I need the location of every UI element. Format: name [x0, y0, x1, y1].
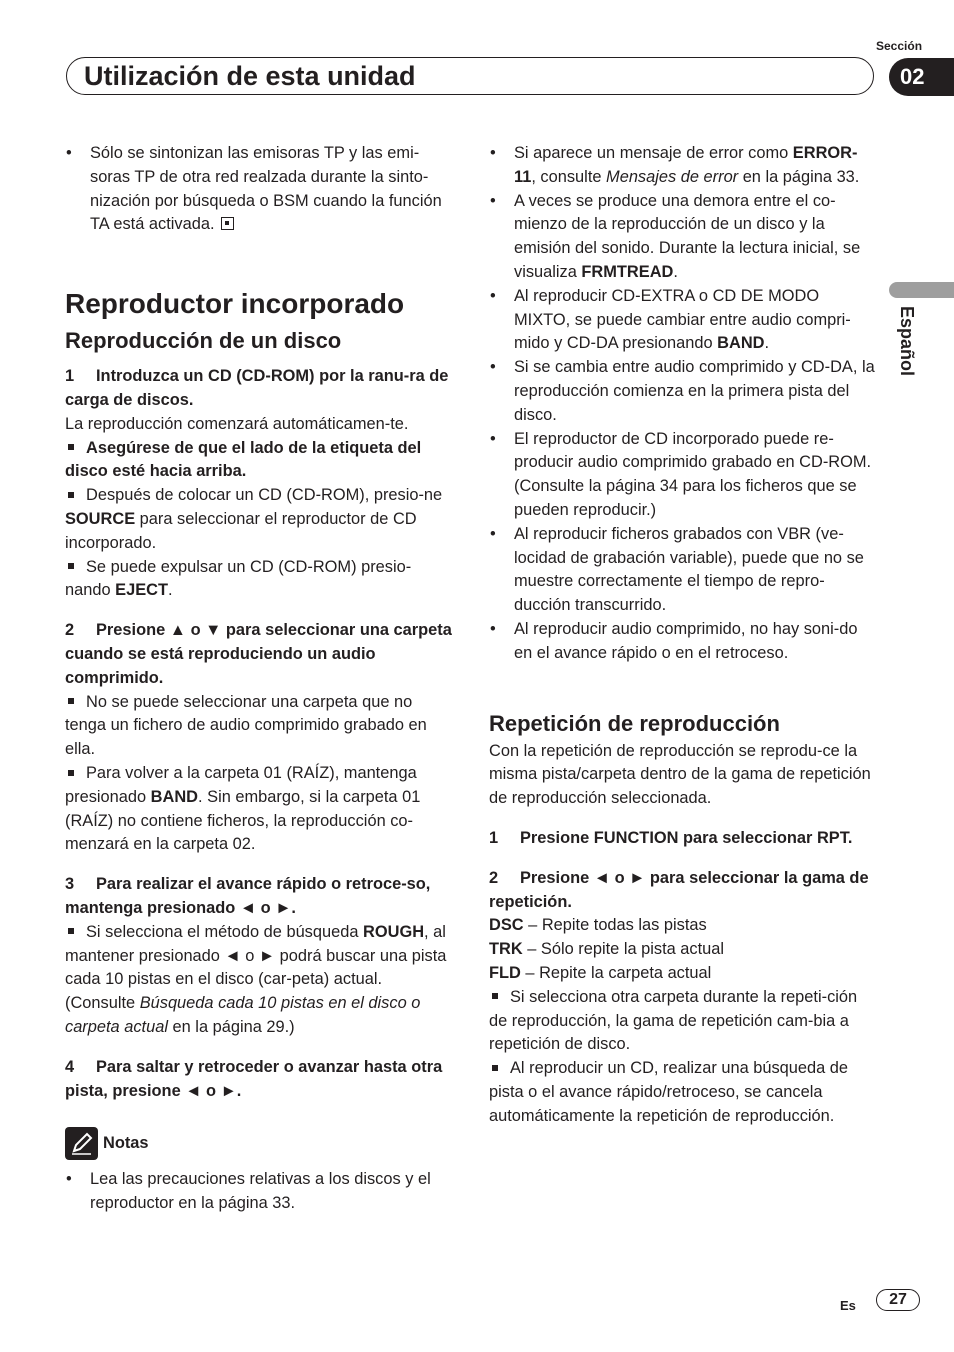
- list-item: • Al reproducir audio comprimido, no hay soni-do en el avance rápido o en el retroceso.: [489, 618, 879, 666]
- subsection-heading: Repetición de reproducción: [489, 710, 780, 736]
- list-item: • Si se cambia entre audio comprimido y CD-DA, la reproducción comienza en la primera pista del disco.: [489, 356, 879, 427]
- step-1-body: La reproducción comenzará automáticamen-te.: [65, 414, 409, 433]
- repeat-mode: FLD – Repite la carpeta actual: [489, 963, 712, 982]
- step-2-note: No se puede seleccionar una carpeta que no tenga un fichero de audio comprimido grabado en ella.: [65, 691, 455, 762]
- repeat-intro: Con la repetición de reproducción se reprodu-ce la misma pista/carpeta dentro de la gama de repetición de reproducción seleccionada.: [489, 741, 871, 808]
- list-item: • Si aparece un mensaje de error como ERROR-11, consulte Mensajes de error en la página 33.: [489, 142, 879, 190]
- repeat-mode: TRK – Sólo repite la pista actual: [489, 940, 725, 959]
- step-2-note: Para volver a la carpeta 01 (RAÍZ), mantenga presionado BAND. Sin embargo, si la carpeta 01 (RAÍZ) no contiene ficheros, la reproducción co-menzará en la carpeta 02.: [65, 762, 455, 857]
- pencil-icon: [65, 1127, 98, 1160]
- list-item: • Lea las precauciones relativas a los discos y el reproductor en la página 33.: [65, 1168, 455, 1216]
- end-mark-icon: [221, 217, 234, 230]
- subsection-heading: Reproducción de un disco: [65, 328, 342, 354]
- list-item: • Sólo se sintonizan las emisoras TP y las emi-soras TP de otra red realzada durante la sinto-nización por búsqueda o BSM cuando la función TA está activada.: [65, 142, 455, 237]
- right-column: [489, 142, 879, 1128]
- step-1-note: Se puede expulsar un CD (CD-ROM) presio-nando EJECT.: [65, 556, 455, 604]
- step-1: 1 Presione FUNCTION para seleccionar RPT.: [489, 828, 853, 847]
- language-label: Español: [897, 306, 917, 377]
- step-1-note: Después de colocar un CD (CD-ROM), presio-ne SOURCE para seleccionar el reproductor de CD incorporado.: [65, 484, 455, 555]
- step-3: 3 Para realizar el avance rápido o retroce-so, mantenga presionado ◄ o ►.: [65, 875, 431, 917]
- step-2: 2 Presione ◄ o ► para seleccionar la gama de repetición.: [489, 868, 869, 911]
- step-1-note: Asegúrese de que el lado de la etiqueta del disco esté hacia arriba.: [65, 437, 455, 485]
- language-tab: [889, 282, 954, 298]
- list-item: • A veces se produce una demora entre el co-mienzo de la reproducción de un disco y la emisión del sonido. Durante la lectura inicial, se visualiza FRMTREAD.: [489, 190, 879, 285]
- list-item: • El reproductor de CD incorporado puede re-producir audio comprimido grabado en CD-ROM. (Consulte la página 34 para los ficheros que se pueden reproducir.): [489, 428, 879, 523]
- section-label: Sección: [876, 39, 923, 53]
- list-item: • Al reproducir CD-EXTRA o CD DE MODO MIXTO, se puede cambiar entre audio compri-mido y CD-DA presionando BAND.: [489, 285, 879, 356]
- footer-language-code: Es: [840, 1298, 856, 1313]
- step-1: 1 Introduzca un CD (CD-ROM) por la ranu-ra de carga de discos.: [65, 367, 449, 409]
- page-number: 27: [876, 1289, 920, 1311]
- step-3-note: Si selecciona el método de búsqueda ROUGH, al mantener presionado ◄ o ► podrá buscar una pista cada 10 pistas en el disco (car-peta) actual. (Consulte Búsqueda cada 10 pistas en el disco o carpeta actual en la página 29.): [65, 921, 455, 1040]
- left-column: [65, 142, 455, 1216]
- section-heading: Reproductor incorporado: [65, 288, 405, 320]
- step-2-note: Al reproducir un CD, realizar una búsqueda de pista o el avance rápido/retroceso, se cancela automáticamente la repetición de reproducción.: [489, 1057, 879, 1128]
- step-2-note: Si selecciona otra carpeta durante la repeti-ción de reproducción, la gama de repetición cam-bia a repetición de disco.: [489, 986, 879, 1057]
- notes-header: Notas: [65, 1127, 455, 1160]
- list-item: • Al reproducir ficheros grabados con VBR (ve-locidad de grabación variable), puede que no se muestre correctamente el tiempo de repro-ducción transcurrido.: [489, 523, 879, 618]
- section-number-badge: 02: [889, 58, 954, 96]
- repeat-mode: DSC – Repite todas las pistas: [489, 916, 707, 935]
- page-title: Utilización de esta unidad: [84, 61, 416, 91]
- step-2: 2 Presione ▲ o ▼ para seleccionar una carpeta cuando se está reproduciendo un audio comprimido.: [65, 621, 452, 687]
- step-4: 4 Para saltar y retroceder o avanzar hasta otra pista, presione ◄ o ►.: [65, 1057, 443, 1100]
